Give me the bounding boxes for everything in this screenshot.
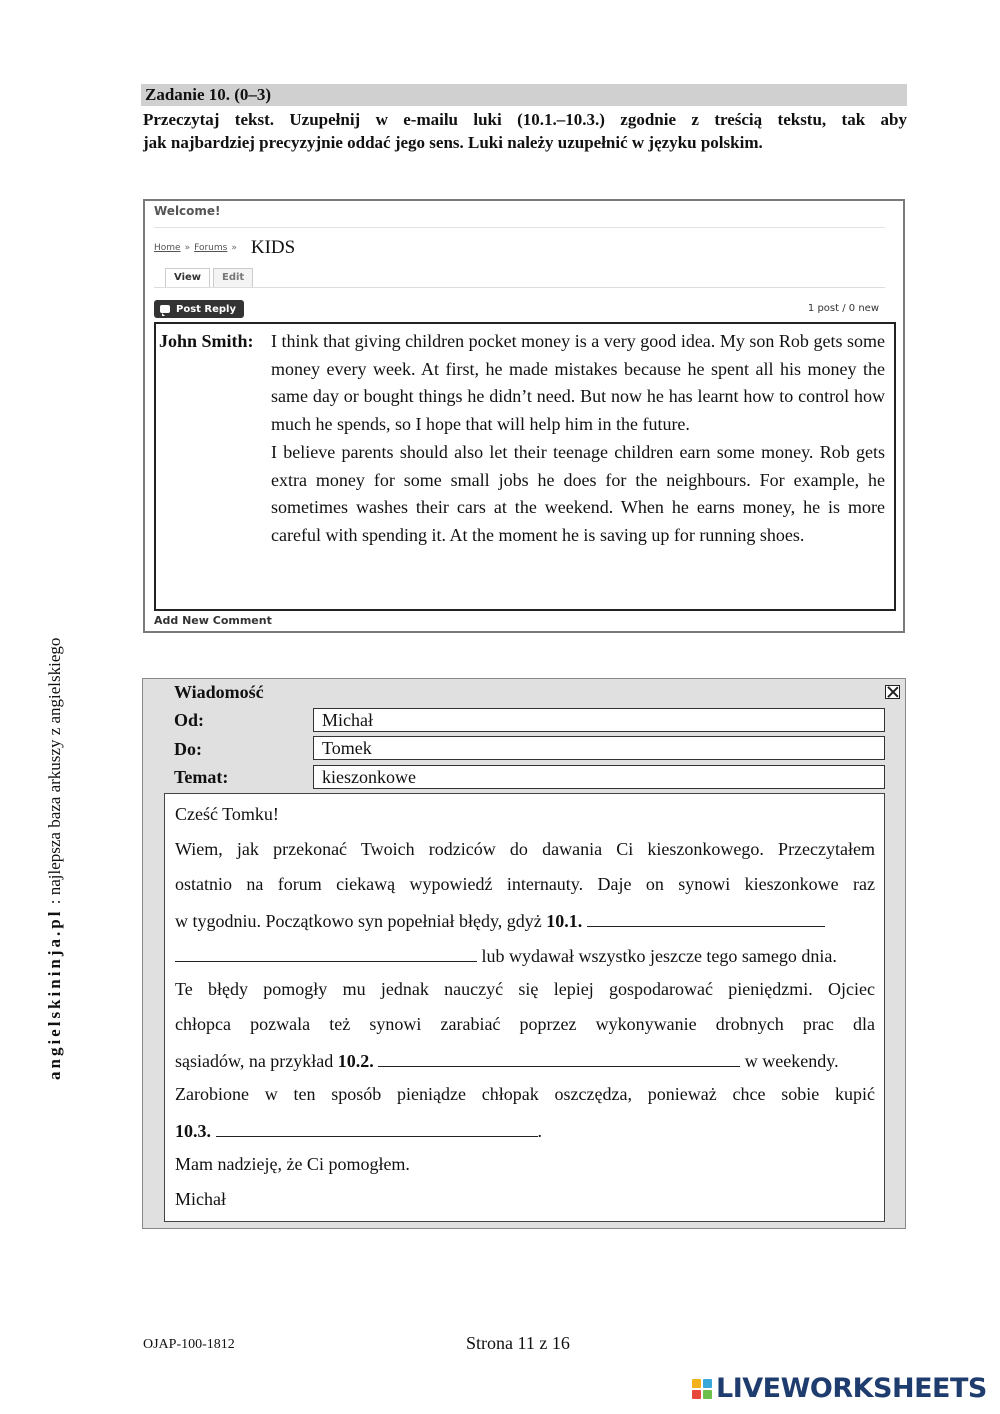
task-instructions	[143, 108, 907, 154]
message-line	[175, 1049, 875, 1072]
post-reply-label: Post Reply	[176, 303, 236, 315]
message-closing: Mam nadzieję, że Ci pomogłem.	[175, 1154, 410, 1174]
message-greeting: Cześć Tomku!	[175, 804, 279, 824]
to-field[interactable]: Tomek	[313, 736, 885, 760]
add-comment-link[interactable]: Add New Comment	[154, 614, 272, 627]
divider	[154, 287, 885, 288]
subject-label: Temat:	[174, 767, 229, 787]
logo-square	[692, 1379, 701, 1388]
side-tagline: najlepsza baza arkuszy z angielskiego	[45, 637, 64, 896]
side-separator: :	[45, 899, 64, 905]
logo-squares-icon	[692, 1379, 712, 1399]
forum-welcome: Welcome!	[154, 204, 221, 218]
divider	[154, 227, 885, 228]
speech-bubble-icon	[160, 305, 170, 313]
breadcrumb-forums-link[interactable]: Forums	[194, 243, 228, 253]
instruction-line-1: Przeczytaj tekst. Uzupełnij w e-mailu luki (10.1.–10.3.) zgodnie z treścią tekstu, tak aby	[143, 110, 907, 129]
message-title: Wiadomość	[174, 682, 264, 702]
gap-10-3-blank[interactable]	[216, 1119, 538, 1137]
gap-10-1-blank-continued[interactable]	[175, 944, 477, 962]
exam-code: OJAP-100-1812	[143, 1337, 235, 1352]
message-line: Wiem, jak przekonać Twoich rodziców do dawania Ci kieszonkowego. Przeczytałem	[175, 839, 875, 859]
liveworksheets-logo	[692, 1373, 987, 1404]
logo-square	[703, 1379, 712, 1388]
message-line: chłopca pozwala też synowi zarabiać poprzez wykonywanie drobnych prac dla	[175, 1014, 875, 1034]
breadcrumb-separator: »	[184, 243, 191, 253]
forum-panel	[143, 199, 905, 633]
logo-text: LIVEWORKSHEETS	[716, 1373, 987, 1404]
post-paragraph-2: I believe parents should also let their teenage children earn some money. Rob gets extra money for some small jobs he does for the neighbours. For example, he sometimes washes their cars at the weekend. When he earns money, he is more careful with spending it. At the moment he is saving up for running shoes.	[271, 441, 885, 545]
message-line	[175, 909, 875, 932]
breadcrumb	[154, 237, 295, 259]
message-line	[175, 1119, 875, 1142]
message-line: Zarobione w ten sposób pieniądze chłopak oszczędza, ponieważ chce sobie kupić	[175, 1084, 875, 1104]
task-header: Zadanie 10. (0–3)	[141, 84, 907, 106]
message-text: sąsiadów, na przykład	[175, 1051, 334, 1071]
post-paragraph-1: I think that giving children pocket money is a very good idea. My son Rob gets some money every week. At first, he made mistakes because he spent all his money the same day or bought things he didn’t need. But now he has learnt how to control how much he spends, so I hope that will help him in the future.	[271, 331, 885, 435]
breadcrumb-separator: »	[231, 243, 237, 253]
forum-post	[154, 322, 896, 611]
message-signature: Michał	[175, 1189, 226, 1209]
post-reply-button[interactable]	[154, 300, 244, 318]
gap-label-10-1: 10.1.	[546, 911, 583, 931]
tab-edit[interactable]: Edit	[213, 268, 253, 288]
subject-field[interactable]: kieszonkowe	[313, 765, 885, 789]
post-author: John Smith:	[159, 331, 254, 351]
message-line: Te błędy pomogły mu jednak nauczyć się lepiej gospodarować pieniędzmi. Ojciec	[175, 979, 875, 999]
page-number: Strona 11 z 16	[466, 1333, 570, 1353]
message-text: w tygodniu. Początkowo syn popełniał błędy, gdyż	[175, 911, 542, 931]
post-body	[271, 328, 885, 550]
gap-10-2-blank[interactable]	[378, 1049, 740, 1067]
site-name: angielskininja.pl	[45, 908, 64, 1080]
forum-tabs	[165, 268, 256, 288]
message-text: .	[537, 1121, 542, 1141]
from-label: Od:	[174, 710, 205, 730]
breadcrumb-home-link[interactable]: Home	[154, 243, 181, 253]
logo-square	[703, 1390, 712, 1399]
to-label: Do:	[174, 739, 202, 759]
side-watermark-text	[45, 638, 65, 1080]
message-line: ostatnio na forum ciekawą wypowiedź internauty. Daje on synowi kieszonkowe raz	[175, 874, 875, 894]
close-icon[interactable]	[885, 685, 900, 699]
message-line	[175, 944, 875, 967]
message-text: w weekendy.	[744, 1051, 839, 1071]
gap-10-1-blank[interactable]	[587, 909, 825, 927]
instruction-line-2: jak najbardziej precyzyjnie oddać jego sens. Luki należy uzupełnić w języku polskim.	[143, 133, 763, 152]
message-body	[164, 793, 885, 1222]
gap-label-10-2: 10.2.	[337, 1051, 374, 1071]
gap-label-10-3: 10.3.	[175, 1121, 211, 1141]
message-window	[142, 678, 906, 1229]
message-text: lub wydawał wszystko jeszcze tego samego dnia.	[481, 946, 837, 966]
logo-square	[692, 1390, 701, 1399]
post-count: 1 post / 0 new	[807, 303, 879, 314]
forum-topic-title: KIDS	[250, 237, 296, 258]
from-field[interactable]: Michał	[313, 708, 885, 732]
tab-view[interactable]: View	[165, 268, 210, 288]
